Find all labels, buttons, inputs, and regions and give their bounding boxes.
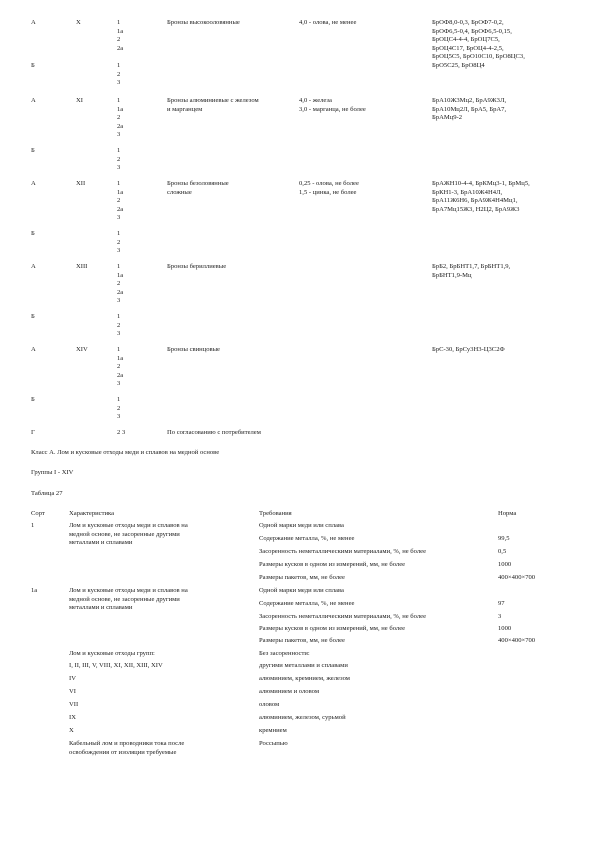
class-a-label: А [31,19,36,26]
norm-cell: 400×400×700 [498,574,536,581]
norm-cell: 97 [498,600,505,607]
norm-cell: 400×400×700 [498,637,536,644]
group-number: XIII [76,263,88,270]
sort-list: 1 1а 2 2а 3 [117,180,124,222]
class-a-label: А [31,97,36,104]
requirement-cell: Одной марки меди или сплава [259,522,344,529]
requirement-cell: Содержание металла, %, не менее [259,600,355,607]
requirement-cell: оловом [259,701,280,708]
sort-list: 2 3 [117,429,126,436]
class-heading: Класс А. Лом и кусковые отходы меди и сплавов на медной основе [31,449,220,456]
alloy-marks: БрБ2, БрБНТ1,7, БрБНТ1,9, БрБНТ1,9-Мц [432,263,511,279]
alloy-marks: БрОФ8,0-0,3, БрОФ7-0,2, БрОФ6,5-0,4, БрОФ6,5-0,15, БрОЦС4-4-4, БрОЦ7С5, БрОЦ4С17, БрОЦ4-4-2,5, БрОЦ5С5, БрО10С10, БрО8ЦС3, БрО5С25, БрО8Ц4 [432,19,525,69]
alloy-content: 4,0 - олова, не менее [299,19,357,26]
norm-cell: 1000 [498,625,512,632]
class-a-label: А [31,346,36,353]
sort-list: 1 2 3 [117,396,121,421]
alloy-marks: БрАЖН10-4-4, БрКМц3-1, БрМц5, БрКН1-3, БрА10Ж4Н4Л, БрА11Ж6Н6, БрА9Ж4Н4Мц1, БрА7Мц15Ж3, Н2Ц2, БрА9Ж3 [432,180,530,213]
requirement-cell: Одной марки меди или сплава [259,587,344,594]
requirement-cell: Размеры кусков в одном из измерений, мм, не более [259,625,406,632]
sort-list: 1 1а 2 2а 3 [117,346,124,388]
norm-cell: 99,5 [498,535,510,542]
class-b-label: Б [31,396,35,403]
alloy-marks: БрА10Ж3Мц2, БрА9Ж3Л, БрА10Мц2Л, БрА5, БрА7, БрАМц9-2 [432,97,507,122]
groups-heading: Группы I - XIV [31,469,74,476]
alloy-group-name: Бронзы безоловянные сложные [167,180,229,196]
by-agreement-text: По согласованию с потребителем [167,429,261,436]
alloy-marks: БрС-30, БрСу3Н3-Ц3С2Ф [432,346,505,353]
requirement-cell: алюминием, кремнием, железом [259,675,350,682]
requirement-cell: алюминием, железом, сурьмой [259,714,346,721]
characteristic-cell: IV [69,675,76,682]
requirement-cell: другими металлами и сплавами [259,662,348,669]
characteristic-cell: VI [69,688,76,695]
requirement-cell: Россыпью [259,740,288,747]
sort-list: 1 2 3 [117,147,121,172]
sort-list: 1 2 3 [117,230,121,255]
sort-cell: 1 [31,522,35,529]
characteristic-cell: I, II, III, V, VIII, XI, XII, XIII, XIV [69,662,163,669]
alloy-content: 0,25 - олова, не более 1,5 - цинка, не более [299,180,359,196]
sort-list: 1 1а 2 2а [117,19,124,52]
requirement-cell: Засоренность неметаллическими материалами, %, не более [259,613,427,620]
class-g-label: Г [31,429,35,436]
requirement-cell: Размеры пакетов, мм, не более [259,574,345,581]
header-norm: Норма [498,510,517,517]
class-b-label: Б [31,230,35,237]
alloy-group-name: Бронзы высокооловянные [167,19,240,26]
characteristic-cell: Лом и кусковые отходы меди и сплавов на медной основе, не засоренные другими металлами и сплавами [69,587,188,612]
requirement-cell: Размеры пакетов, мм, не более [259,637,345,644]
requirement-cell: Без засоренности: [259,650,310,657]
class-b-label: Б [31,147,35,154]
requirement-cell: Размеры кусков в одном из измерений, мм, не более [259,561,406,568]
characteristic-cell: Лом и кусковые отходы меди и сплавов на медной основе, не засоренные другими металлами и сплавами [69,522,188,547]
characteristic-cell: Кабельный лом и проводники тока после освобождения от изоляции требуемые [69,740,185,756]
group-number: X [76,19,81,26]
class-b-label: Б [31,313,35,320]
requirement-cell: алюминием и оловом [259,688,320,695]
group-number: XII [76,180,86,187]
class-a-label: А [31,180,36,187]
sort-list: 1 2 3 [117,313,121,338]
alloy-group-name: Бронзы свинцовые [167,346,220,353]
header-characteristic: Характеристика [69,510,115,517]
header-sort: Сорт [31,510,45,517]
norm-cell: 1000 [498,561,512,568]
sort-cell: 1а [31,587,38,594]
requirement-cell: Содержание металла, %, не менее [259,535,355,542]
norm-cell: 3 [498,613,502,620]
group-number: XI [76,97,83,104]
sort-list: 1 2 3 [117,62,121,87]
alloy-group-name: Бронзы бериллиевые [167,263,227,270]
requirement-cell: Засоренность неметаллическими материалами, %, не более [259,548,427,555]
alloy-content: 4,0 - железа 3,0 - марганца, не более [299,97,366,113]
class-b-label: Б [31,62,35,69]
norm-cell: 0,5 [498,548,507,555]
characteristic-cell: Лом и кусковые отходы групп: [69,650,155,657]
characteristic-cell: IX [69,714,76,721]
sort-list: 1 1а 2 2а 3 [117,263,124,305]
header-requirements: Требования [259,510,292,517]
requirement-cell: кремнием [259,727,287,734]
characteristic-cell: VII [69,701,79,708]
characteristic-cell: X [69,727,74,734]
sort-list: 1 1а 2 2а 3 [117,97,124,139]
alloy-group-name: Бронзы алюминиевые с железом и марганцем [167,97,259,113]
table-title: Таблица 27 [31,490,63,497]
class-a-label: А [31,263,36,270]
group-number: XIV [76,346,88,353]
